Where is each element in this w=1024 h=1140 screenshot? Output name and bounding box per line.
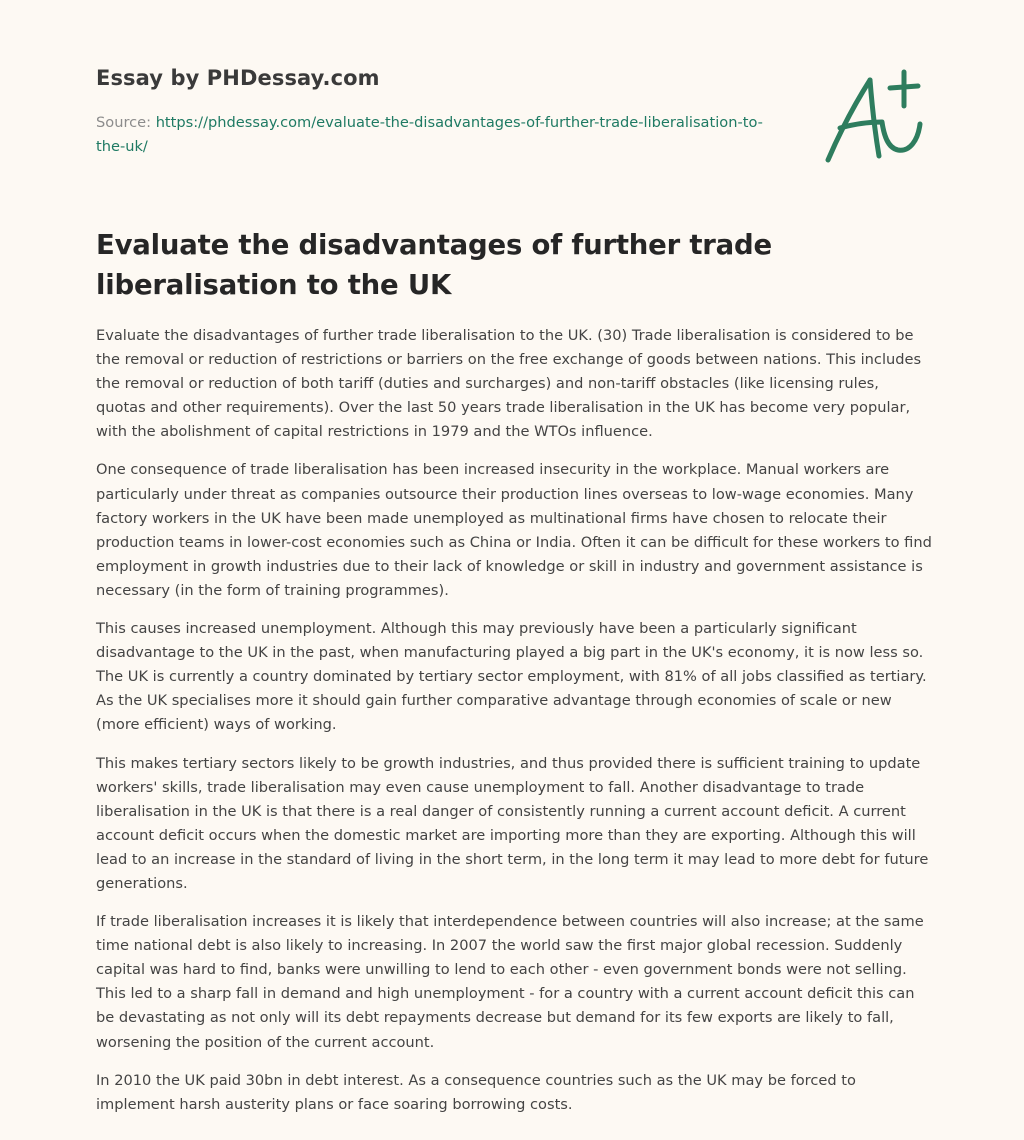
essay-paragraph: If trade liberalisation increases it is likely that interdependence between countries will also increase; at the same time national debt is also likely to increasing. In 2007 the world saw the first major global recession. Suddenly capital was hard to find, banks were unwilling to lend to each other - even government bonds were not selling. This led to a sharp fall in demand and high unemployment - for a country with a current account deficit this can be devastating as not only will its debt repayments decrease but demand for its few exports are likely to fall, worsening the position of the current account. — [96, 913, 924, 1051]
source-line — [96, 111, 786, 159]
essay-paragraph: In 2010 the UK paid 30bn in debt interest. As a consequence countries such as the UK may be forced to implement harsh austerity plans or face soaring borrowing costs. — [96, 1071, 856, 1113]
source-label: Source: — [96, 114, 156, 131]
source-link[interactable]: https://phdessay.com/evaluate-the-disadvantages-of-further-trade-liberalisation-to-the-uk/ — [96, 114, 763, 155]
essay-paragraph: This makes tertiary sectors likely to be growth industries, and thus provided there is sufficient training to update workers' skills, trade liberalisation may even cause unemployment to fall. Another disadvantage to trade liberalisation in the UK is that there is a real danger of consistently running a current account deficit. A current account deficit occurs when the domestic market are importing more than they are exporting. Although this will lead to an increase in the standard of living in the short term, in the long term it may lead to more debt for future generations. — [96, 754, 929, 892]
essay-title: Evaluate the disadvantages of further trade liberalisation to the UK — [96, 229, 772, 301]
a-plus-logo-icon — [818, 66, 930, 170]
essay-paragraph: One consequence of trade liberalisation has been increased insecurity in the workplace. Manual workers are particularly under threat as companies outsource their production lines overseas to low-wage economies. Many factory workers in the UK have been made unemployed as multinational firms have chosen to relocate their production teams in lower-cost economies such as China or India. Often it can be difficult for these workers to find employment in growth industries due to their lack of knowledge or skill in industry and government assistance is necessary (in the form of training programmes). — [96, 461, 932, 599]
essay-paragraph: This causes increased unemployment. Although this may previously have been a particularly significant disadvantage to the UK in the past, when manufacturing played a big part in the UK's economy, it is now less so. The UK is currently a country dominated by tertiary sector employment, with 81% of all jobs classified as tertiary. As the UK specialises more it should gain further comparative advantage through economies of scale or new (more efficient) ways of working. — [96, 620, 927, 734]
essay-body — [96, 324, 932, 1131]
brand-title: Essay by PHDessay.com — [96, 66, 380, 90]
essay-paragraph: Evaluate the disadvantages of further trade liberalisation to the UK. (30) Trade liberalisation is considered to be the removal or reduction of restrictions or barriers on the free exchange of goods between nations. This includes the removal or reduction of both tariff (duties and surcharges) and non-tariff obstacles (like licensing rules, quotas and other requirements). Over the last 50 years trade liberalisation in the UK has become very popular, with the abolishment of capital restrictions in 1979 and the WTOs influence. — [96, 327, 922, 441]
